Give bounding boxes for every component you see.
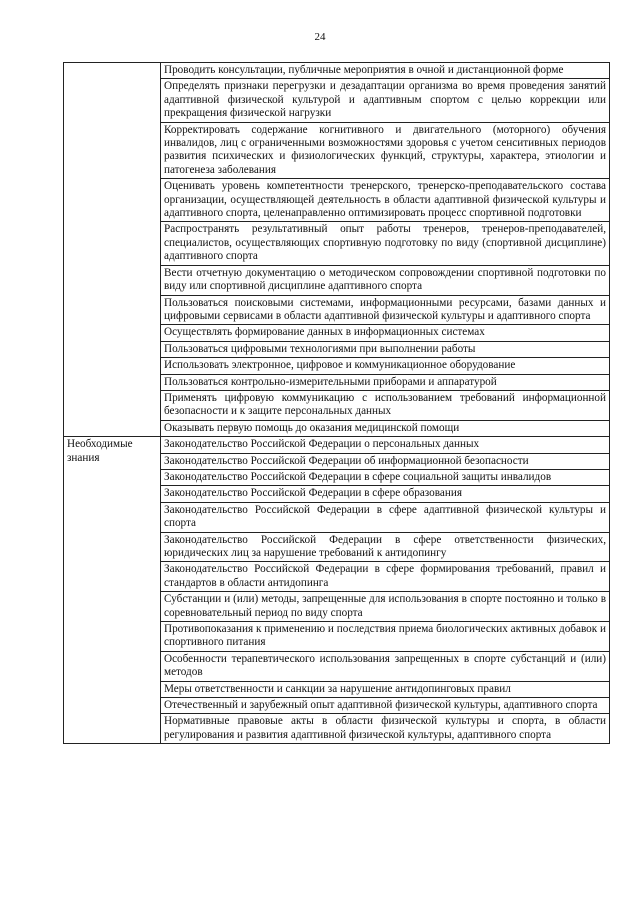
skill-item: Вести отчетную документацию о методическом сопровождении спортивной подготовки по виду или спортивной дисциплине адаптивного спорта <box>161 265 610 295</box>
skill-item: Корректировать содержание когнитивного и двигательного (моторного) обучения инвалидов, лиц с ограниченными возможностями здоровья с учетом сенситивных периодов развития психических и физиологических функций, структуры, характера, этиологии и патогенеза заболевания <box>161 122 610 179</box>
skill-item: Проводить консультации, публичные мероприятия в очной и дистанционной форме <box>161 63 610 79</box>
knowledge-item: Отечественный и зарубежный опыт адаптивной физической культуры, адаптивного спорта <box>161 698 610 714</box>
skill-item: Оценивать уровень компетентности тренерского, тренерско-преподавательского состава организации, осуществляющей деятельность в области адаптивной физической культуры и адаптивного спорта, целенаправленно оптимизировать процесс спортивной подготовки <box>161 179 610 222</box>
knowledge-item: Законодательство Российской Федерации в сфере адаптивной физической культуры и спорта <box>161 502 610 532</box>
skill-item: Распространять результативный опыт работы тренеров, тренеров-преподавателей, специалистов, осуществляющих спортивную подготовку по виду (спортивной дисциплине) адаптивного спорта <box>161 222 610 265</box>
knowledge-item: Противопоказания к применению и последствия приема биологических активных добавок и спортивного питания <box>161 622 610 652</box>
knowledge-label-cell: Необходимые знания <box>64 437 161 744</box>
requirements-table <box>63 62 610 744</box>
table-row <box>64 63 610 79</box>
page-number: 24 <box>314 31 326 43</box>
knowledge-item: Законодательство Российской Федерации о персональных данных <box>161 437 610 453</box>
skill-item: Пользоваться контрольно-измерительными приборами и аппаратурой <box>161 374 610 390</box>
knowledge-item: Законодательство Российской Федерации в сфере социальной защиты инвалидов <box>161 469 610 485</box>
skill-item: Применять цифровую коммуникацию с использованием требований информационной безопасности и к защите персональных данных <box>161 390 610 420</box>
skill-item: Определять признаки перегрузки и дезадаптации организма во время проведения занятий адаптивной физической культурой и адаптивным спортом с целью коррекции или прекращения физической нагрузки <box>161 79 610 122</box>
knowledge-item: Особенности терапевтического использования запрещенных в спорте субстанций и (или) методов <box>161 651 610 681</box>
knowledge-item: Законодательство Российской Федерации в сфере ответственности физических, юридических лиц за нарушение требований к антидопингу <box>161 532 610 562</box>
knowledge-item: Субстанции и (или) методы, запрещенные для использования в спорте постоянно и только в соревновательный период по виду спорта <box>161 592 610 622</box>
skill-item: Оказывать первую помощь до оказания медицинской помощи <box>161 420 610 436</box>
skill-item: Пользоваться поисковыми системами, информационными ресурсами, базами данных и цифровыми сервисами в области адаптивной физической культуры и адаптивного спорта <box>161 295 610 325</box>
skills-label-cell <box>64 63 161 437</box>
knowledge-item: Законодательство Российской Федерации об информационной безопасности <box>161 453 610 469</box>
table-row <box>64 437 610 453</box>
knowledge-item: Нормативные правовые акты в области физической культуры и спорта, в области регулирования и развития адаптивной физической культуры, адаптивного спорта <box>161 714 610 744</box>
knowledge-item: Меры ответственности и санкции за нарушение антидопинговых правил <box>161 681 610 697</box>
knowledge-item: Законодательство Российской Федерации в сфере формирования требований, правил и стандартов в области антидопинга <box>161 562 610 592</box>
skill-item: Использовать электронное, цифровое и коммуникационное оборудование <box>161 358 610 374</box>
skill-item: Осуществлять формирование данных в информационных системах <box>161 325 610 341</box>
knowledge-item: Законодательство Российской Федерации в сфере образования <box>161 486 610 502</box>
skill-item: Пользоваться цифровыми технологиями при выполнении работы <box>161 341 610 357</box>
table-body <box>64 63 610 744</box>
